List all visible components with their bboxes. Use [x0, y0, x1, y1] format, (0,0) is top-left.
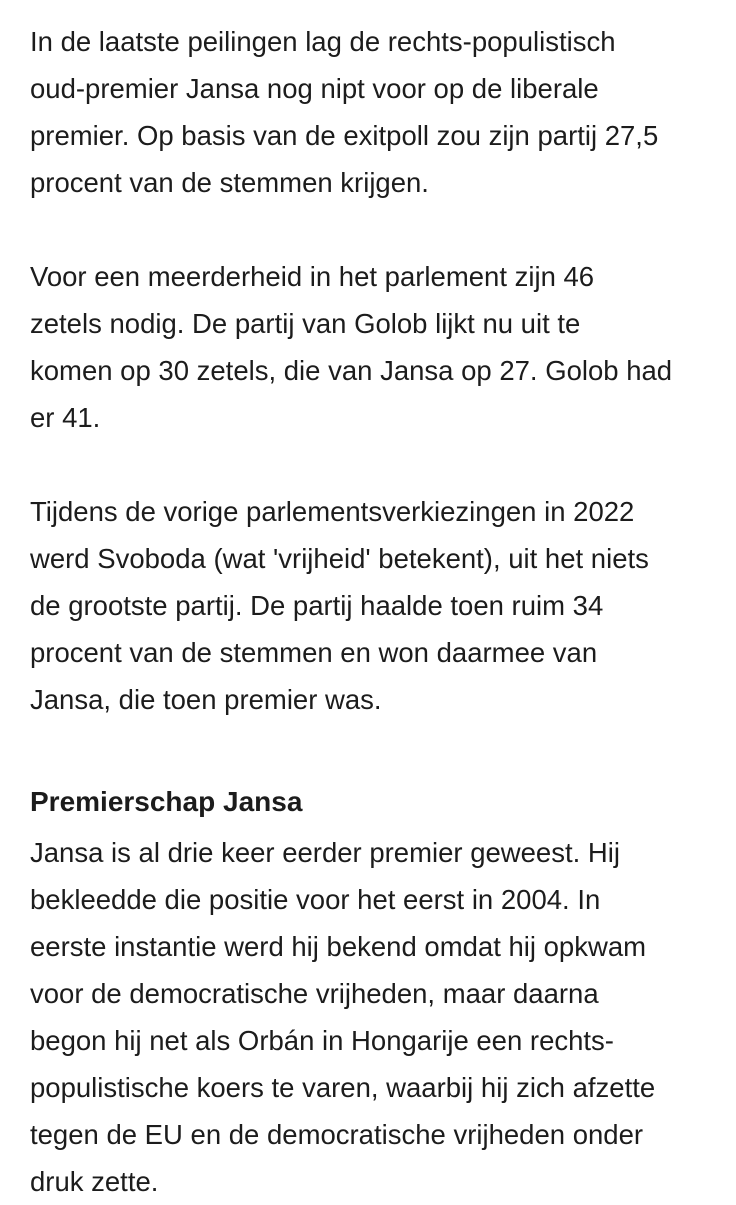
section-heading: Premierschap Jansa [30, 786, 303, 817]
text-line: druk zette. [30, 1166, 159, 1197]
paragraph-exitpoll [30, 18, 720, 206]
text-line: werd Svoboda (wat 'vrijheid' betekent), uit het niets [30, 543, 649, 574]
text-line: begon hij net als Orbán in Hongarije een rechts- [30, 1025, 614, 1056]
text-line: er 41. [30, 402, 101, 433]
text-line: Jansa, die toen premier was. [30, 684, 382, 715]
text-line: procent van de stemmen krijgen. [30, 167, 429, 198]
text-line: zetels nodig. De partij van Golob lijkt nu uit te [30, 308, 581, 339]
text-line: komen op 30 zetels, die van Jansa op 27. Golob had [30, 355, 673, 386]
paragraph-spacer [30, 441, 720, 488]
paragraph-majority [30, 253, 720, 441]
text-line: In de laatste peilingen lag de rechts-populistisch [30, 26, 616, 57]
text-line: populistische koers te varen, waarbij hij zich afzette [30, 1072, 656, 1103]
text-line: Tijdens de vorige parlementsverkiezingen in 2022 [30, 496, 635, 527]
text-line: de grootste partij. De partij haalde toen ruim 34 [30, 590, 604, 621]
paragraph-previous-elections [30, 488, 720, 723]
paragraph-spacer [30, 206, 720, 253]
paragraph-premiership [30, 829, 720, 1205]
text-line: Jansa is al drie keer eerder premier geweest. Hij [30, 837, 620, 868]
text-line: voor de democratische vrijheden, maar daarna [30, 978, 599, 1009]
article-body [30, 18, 720, 1205]
text-line: premier. Op basis van de exitpoll zou zijn partij 27,5 [30, 120, 659, 151]
text-line: bekleedde die positie voor het eerst in 2004. In [30, 884, 601, 915]
text-line: Voor een meerderheid in het parlement zijn 46 [30, 261, 595, 292]
paragraph-spacer [30, 723, 720, 770]
text-line: tegen de EU en de democratische vrijheden onder [30, 1119, 644, 1150]
text-line: procent van de stemmen en won daarmee van [30, 637, 598, 668]
text-line: oud-premier Jansa nog nipt voor op de liberale [30, 73, 599, 104]
text-line: eerste instantie werd hij bekend omdat hij opkwam [30, 931, 647, 962]
